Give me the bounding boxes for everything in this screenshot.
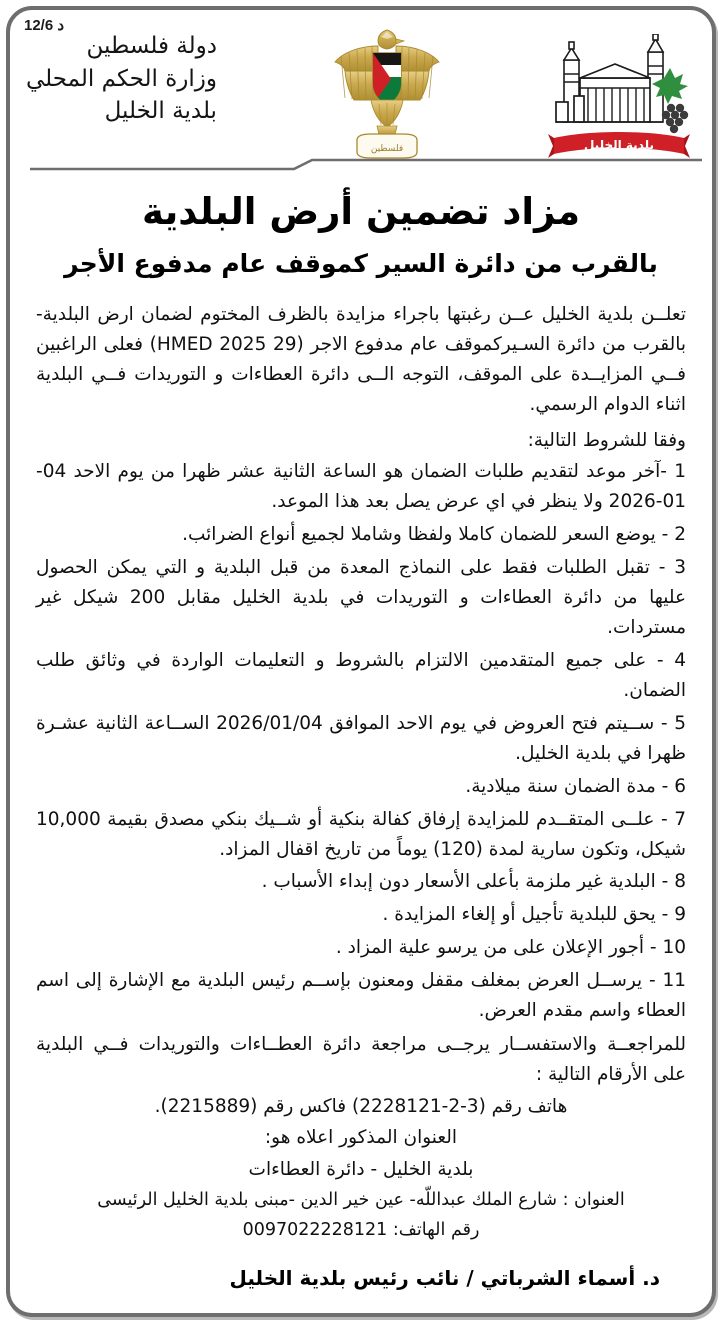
condition-item: 1 -آخر موعد لتقديم طلبات الضمان هو الساعة الثانية عشر ظهرا من يوم الاحد 04-01-2026 ولا ينظر في اي عرض يصل بعد هذا الموعد. <box>36 460 686 512</box>
page-title: مزاد تضمين أرض البلدية <box>141 190 581 233</box>
phone-line <box>36 1216 686 1244</box>
condition-item: 6 - مدة الضمان سنة ميلادية. <box>465 775 686 797</box>
condition-item: 8 - البلدية غير ملزمة بأعلى الأسعار دون إبداء الأسباب . <box>261 871 686 893</box>
contact-block <box>36 1030 686 1244</box>
org-line-state: دولة فلسطين <box>86 33 217 59</box>
organization-lines <box>26 24 227 128</box>
body-content <box>10 278 712 1290</box>
conditions-list <box>36 457 686 1026</box>
condition-item: 9 - يحق للبلدية تأجيل أو إلغاء المزايدة . <box>382 904 686 926</box>
announcement-page <box>6 6 716 1317</box>
page-subtitle: بالقرب من دائرة السير كموقف عام مدفوع الأجر <box>64 249 658 278</box>
condition-item: 5 - ســيتم فتح العروض في يوم الاحد الموافق 2026/01/04 الســاعة الثانية عشـرة ظهرا في بلدية الخليل. <box>36 712 686 764</box>
masthead <box>10 10 712 162</box>
condition-item: 7 - علــى المتقــدم للمزايدة إرفاق كفالة بنكية أو شــيك بنكي مصدق بقيمة 10,000 شيكل، وتكون سارية لمدة (120) يوماً من تاريخ اقفال المزاد. <box>36 808 686 860</box>
masthead-divider <box>10 158 712 174</box>
org-line-municipality: بلدية الخليل <box>104 98 217 125</box>
lead-paragraph: تعلــن بلدية الخليل عــن رغبتها باجراء مزايدة بالظرف المختوم لضمان ارض البلدية- بالقرب من دائرة السـيركموقف عام مدفوع الاجر (HMED 2025 29) فعلى الراغبين فــي المزايــدة على الموقف، التوجه الــى دائرة العطاءات و التوريدات فــي البلدية اثناء الدوام الرسمي. <box>36 304 686 415</box>
department-line: بلدية الخليل - دائرة العطاءات <box>248 1158 474 1180</box>
address-line: العنوان : شارع الملك عبداللّه- عين خير الدين -مبنى بلدية الخليل الرئيسى <box>97 1190 625 1211</box>
corner-reference-code: 12/6 د <box>24 17 65 34</box>
conditions-heading: وفقا للشروط التالية: <box>527 429 686 451</box>
condition-item: 2 - يوضع السعر للضمان كاملا ولفظا وشاملا لجميع أنواع الضرائب. <box>182 523 686 545</box>
condition-item: 3 - تقبل الطلبات فقط على النماذج المعدة من قبل البلدية و التي يمكن الحصول عليها من دائرة العطاءات و التوريدات في بلدية الخليل مقابل 200 شيكل غير مستردات. <box>36 556 686 638</box>
palestine-eagle-emblem-icon <box>331 26 443 168</box>
condition-item: 4 - على جميع المتقدمين الالتزام بالشروط و التعليمات الواردة في وثائق طلب الضمان. <box>36 649 686 701</box>
signature-line: د. أسماء الشرباتي / نائب رئيس بلدية الخليل <box>229 1266 660 1291</box>
condition-item: 10 - أجور الإعلان على من يرسو علية المزاد . <box>335 937 686 959</box>
address-intro: العنوان المذكور اعلاه هو: <box>264 1127 458 1149</box>
hebron-municipality-logo-icon <box>544 34 694 174</box>
contact-intro: للمراجعــة والاستفســار يرجــى مراجعة دائرة العطــاءات والتوريدات فــي البلدية على الأرقام التالية : <box>36 1034 686 1085</box>
emblem-caption-text: فلسطين <box>371 144 404 154</box>
phone-number: 0097022228121 <box>242 1220 388 1241</box>
logo-banner-text: بلدية الخليل <box>583 138 655 152</box>
phone-fax-line: هاتف رقم (3-2-2228121) فاكس رقم (2215889). <box>154 1095 568 1117</box>
condition-item: 11 - يرســل العرض بمغلف مقفل ومعنون بإســم رئيس البلدية مع الإشارة إلى اسم العطاء واسم مقدم العرض. <box>36 970 686 1022</box>
org-line-ministry: وزارة الحكم المحلي <box>26 65 217 92</box>
phone-label: رقم الهاتف: <box>392 1220 480 1241</box>
